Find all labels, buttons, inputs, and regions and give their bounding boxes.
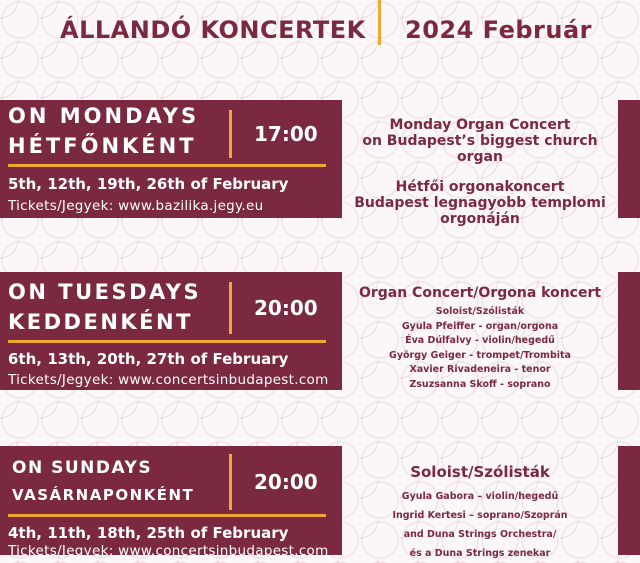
ticket-link: Tickets/Jegyek: www.concertsinbudapest.com bbox=[8, 543, 329, 559]
concert-time: 20:00 bbox=[254, 296, 318, 320]
tuesday-concert-block bbox=[0, 272, 342, 390]
time-divider bbox=[229, 110, 232, 158]
concert-time: 17:00 bbox=[254, 122, 318, 146]
right-edge-strip bbox=[618, 100, 640, 218]
monday-concert-block bbox=[0, 100, 342, 218]
info-line: Gyula Gabora – violin/hegedű bbox=[401, 491, 559, 502]
day-name-english: ON SUNDAYS bbox=[12, 458, 153, 478]
ticket-link: Tickets/Jegyek: www.bazilika.jegy.eu bbox=[8, 198, 264, 214]
info-title: Hétfői orgonakoncert bbox=[395, 179, 565, 195]
day-name-hungarian: KEDDENKÉNT bbox=[8, 310, 193, 334]
info-line: és a Duna Strings zenekar bbox=[409, 548, 551, 559]
info-line: Éva Dúlfalvy - violin/hegedű bbox=[405, 335, 555, 346]
header-divider bbox=[378, 0, 381, 45]
info-line: and Duna Strings Orchestra/ bbox=[403, 529, 557, 540]
concert-dates: 6th, 13th, 20th, 27th of February bbox=[8, 350, 289, 368]
concert-time: 20:00 bbox=[254, 470, 318, 494]
block-underline bbox=[8, 164, 326, 167]
info-line: Ingrid Kertesi – soprano/Szoprán bbox=[392, 510, 568, 521]
sunday-concert-info bbox=[342, 462, 618, 563]
concert-dates: 5th, 12th, 19th, 26th of February bbox=[8, 175, 289, 193]
info-line: Zsuzsanna Skoff - soprano bbox=[409, 378, 551, 390]
info-line: Gyula Pfeiffer - organ/orgona bbox=[401, 320, 559, 332]
info-line: Xavier Rivadeneira - tenor bbox=[409, 364, 551, 375]
header-title-right: 2024 Február bbox=[405, 16, 592, 44]
sunday-concert-block bbox=[0, 446, 342, 559]
ticket-link: Tickets/Jegyek: www.concertsinbudapest.com bbox=[8, 372, 329, 388]
day-name-hungarian: HÉTFŐNKÉNT bbox=[8, 134, 197, 158]
block-underline bbox=[8, 514, 326, 517]
day-name-english: ON TUESDAYS bbox=[8, 280, 202, 304]
concert-dates: 4th, 11th, 18th, 25th of February bbox=[8, 524, 289, 542]
right-edge-strip bbox=[618, 446, 640, 555]
time-divider bbox=[229, 454, 232, 510]
time-divider bbox=[229, 282, 232, 334]
info-line: György Geiger - trompet/Trombita bbox=[389, 349, 571, 361]
info-title: Monday Organ Concert bbox=[389, 117, 571, 133]
info-line: Soloist/Szólisták bbox=[435, 306, 525, 317]
day-name-english: ON MONDAYS bbox=[8, 104, 200, 128]
info-title: Soloist/Szólisták bbox=[410, 463, 550, 481]
right-edge-strip bbox=[618, 272, 640, 390]
monday-concert-info bbox=[342, 117, 618, 227]
day-name-hungarian: VASÁRNAPONKÉNT bbox=[12, 486, 195, 504]
block-underline bbox=[8, 340, 326, 343]
info-title: Budapest legnagyobb templomi bbox=[354, 195, 606, 211]
header-title-left: ÁLLANDÓ KONCERTEK bbox=[60, 16, 366, 44]
info-title: orgonáján bbox=[440, 211, 520, 227]
tuesday-concert-info bbox=[342, 284, 618, 392]
info-title: Organ Concert/Orgona koncert bbox=[358, 285, 602, 301]
info-title: on Budapest’s biggest church organ bbox=[362, 133, 598, 165]
